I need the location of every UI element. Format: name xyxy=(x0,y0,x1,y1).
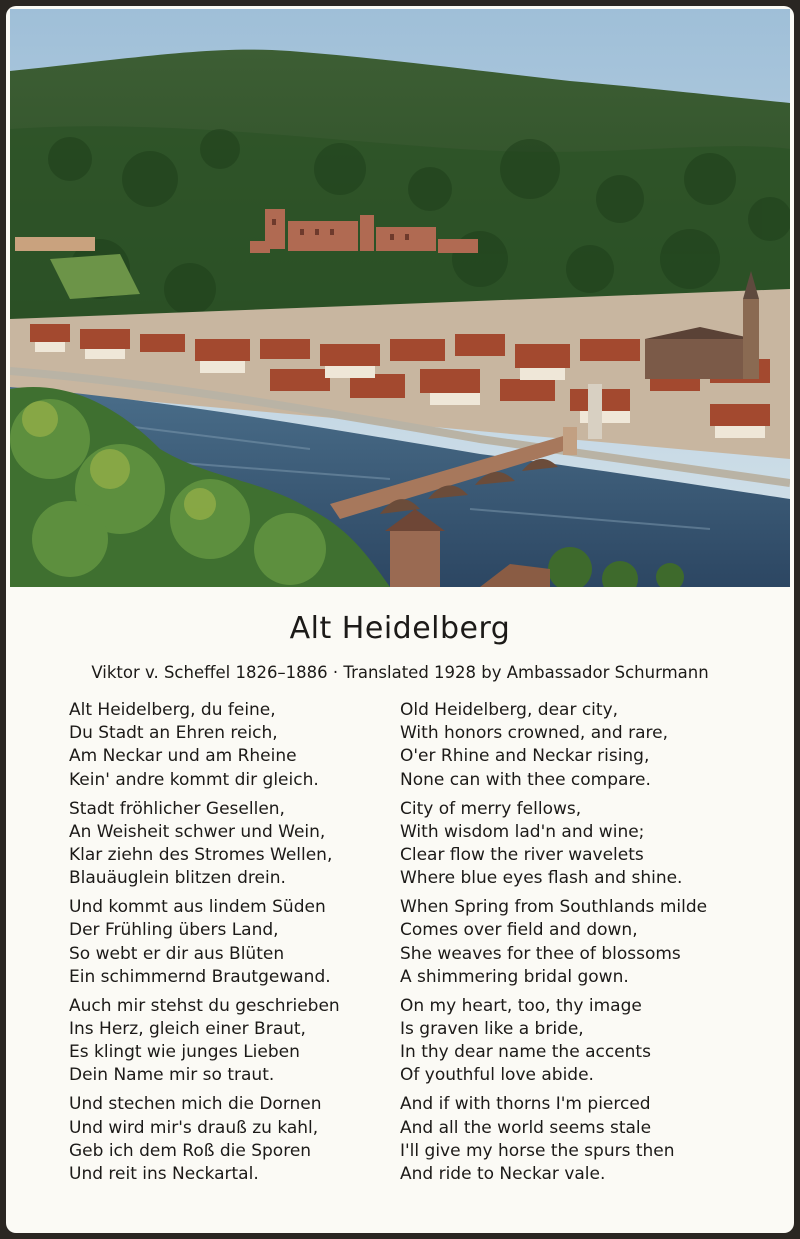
verse-line: She weaves for thee of blossoms xyxy=(400,943,681,964)
verse-line: Ins Herz, gleich einer Braut, xyxy=(69,1019,306,1040)
verse-line: Geb ich dem Roß die Sporen xyxy=(69,1140,312,1161)
postcard xyxy=(6,6,794,1233)
verse-line: City of merry fellows, xyxy=(400,798,582,819)
poem-title: Alt Heidelberg xyxy=(289,611,511,646)
verse-line: Blauäuglein blitzen drein. xyxy=(69,868,286,889)
verse-line: Klar ziehn des Stromes Wellen, xyxy=(69,845,333,866)
verse-line: Der Frühling übers Land, xyxy=(69,920,279,941)
verse-line: And all the world seems stale xyxy=(400,1117,652,1138)
poem-byline: Viktor v. Scheffel 1826–1886 · Translated 1928 by Ambassador Schurmann xyxy=(91,663,709,682)
heidelberg-panorama-photo xyxy=(10,9,790,587)
verse-line: Am Neckar und am Rheine xyxy=(69,746,297,767)
verse-line: Es klingt wie junges Lieben xyxy=(69,1042,300,1063)
english-column xyxy=(400,699,707,1192)
english-stanza-2 xyxy=(400,798,707,891)
verse-line: And ride to Neckar vale. xyxy=(400,1164,606,1185)
english-stanza-5 xyxy=(400,1093,707,1186)
verse-line: With honors crowned, and rare, xyxy=(400,723,668,744)
verse-line: In thy dear name the accents xyxy=(400,1042,651,1063)
verse-line: Stadt fröhlicher Gesellen, xyxy=(69,798,285,819)
verse-line: Ein schimmernd Brautgewand. xyxy=(69,966,331,987)
verse-line: Is graven like a bride, xyxy=(400,1019,584,1040)
verse-line: Comes over field and down, xyxy=(400,920,638,941)
english-stanza-1 xyxy=(400,699,707,792)
verse-line: Und stechen mich die Dornen xyxy=(69,1094,322,1115)
verse-line: O'er Rhine and Neckar rising, xyxy=(400,746,650,767)
verse-line: Of youthful love abide. xyxy=(400,1065,594,1086)
verse-line: Auch mir stehst du geschrieben xyxy=(69,995,340,1016)
verse-line: Dein Name mir so traut. xyxy=(69,1065,275,1086)
english-stanza-4 xyxy=(400,995,707,1088)
verse-line: None can with thee compare. xyxy=(400,769,651,790)
verse-line: With wisdom lad'n and wine; xyxy=(400,821,645,842)
english-stanza-3 xyxy=(400,896,707,989)
verse-line: Und reit ins Neckartal. xyxy=(69,1164,259,1185)
german-column xyxy=(69,699,340,1192)
german-stanza-5 xyxy=(69,1093,340,1186)
verse-line: Where blue eyes flash and shine. xyxy=(400,868,683,889)
german-stanza-1 xyxy=(69,699,340,792)
verse-line: Clear flow the river wavelets xyxy=(400,845,644,866)
verse-line: And if with thorns I'm pierced xyxy=(400,1094,651,1115)
verse-line: Alt Heidelberg, du feine, xyxy=(69,700,276,720)
german-stanza-4 xyxy=(69,995,340,1088)
poem-section xyxy=(6,587,794,1233)
german-stanza-3 xyxy=(69,896,340,989)
verse-line: Old Heidelberg, dear city, xyxy=(400,700,619,720)
verse-line: On my heart, too, thy image xyxy=(400,995,642,1016)
verse-line: So webt er dir aus Blüten xyxy=(69,943,285,964)
verse-line: Kein' andre kommt dir gleich. xyxy=(69,769,319,790)
verse-line: I'll give my horse the spurs then xyxy=(400,1140,675,1161)
verse-line: Und kommt aus lindem Süden xyxy=(69,897,326,918)
verse-line: When Spring from Southlands milde xyxy=(400,897,708,918)
verse-line: Und wird mir's drauß zu kahl, xyxy=(69,1117,319,1138)
verse-line: A shimmering bridal gown. xyxy=(400,966,629,987)
german-stanza-2 xyxy=(69,798,340,891)
verse-line: An Weisheit schwer und Wein, xyxy=(69,821,326,842)
verse-line: Du Stadt an Ehren reich, xyxy=(69,723,278,744)
